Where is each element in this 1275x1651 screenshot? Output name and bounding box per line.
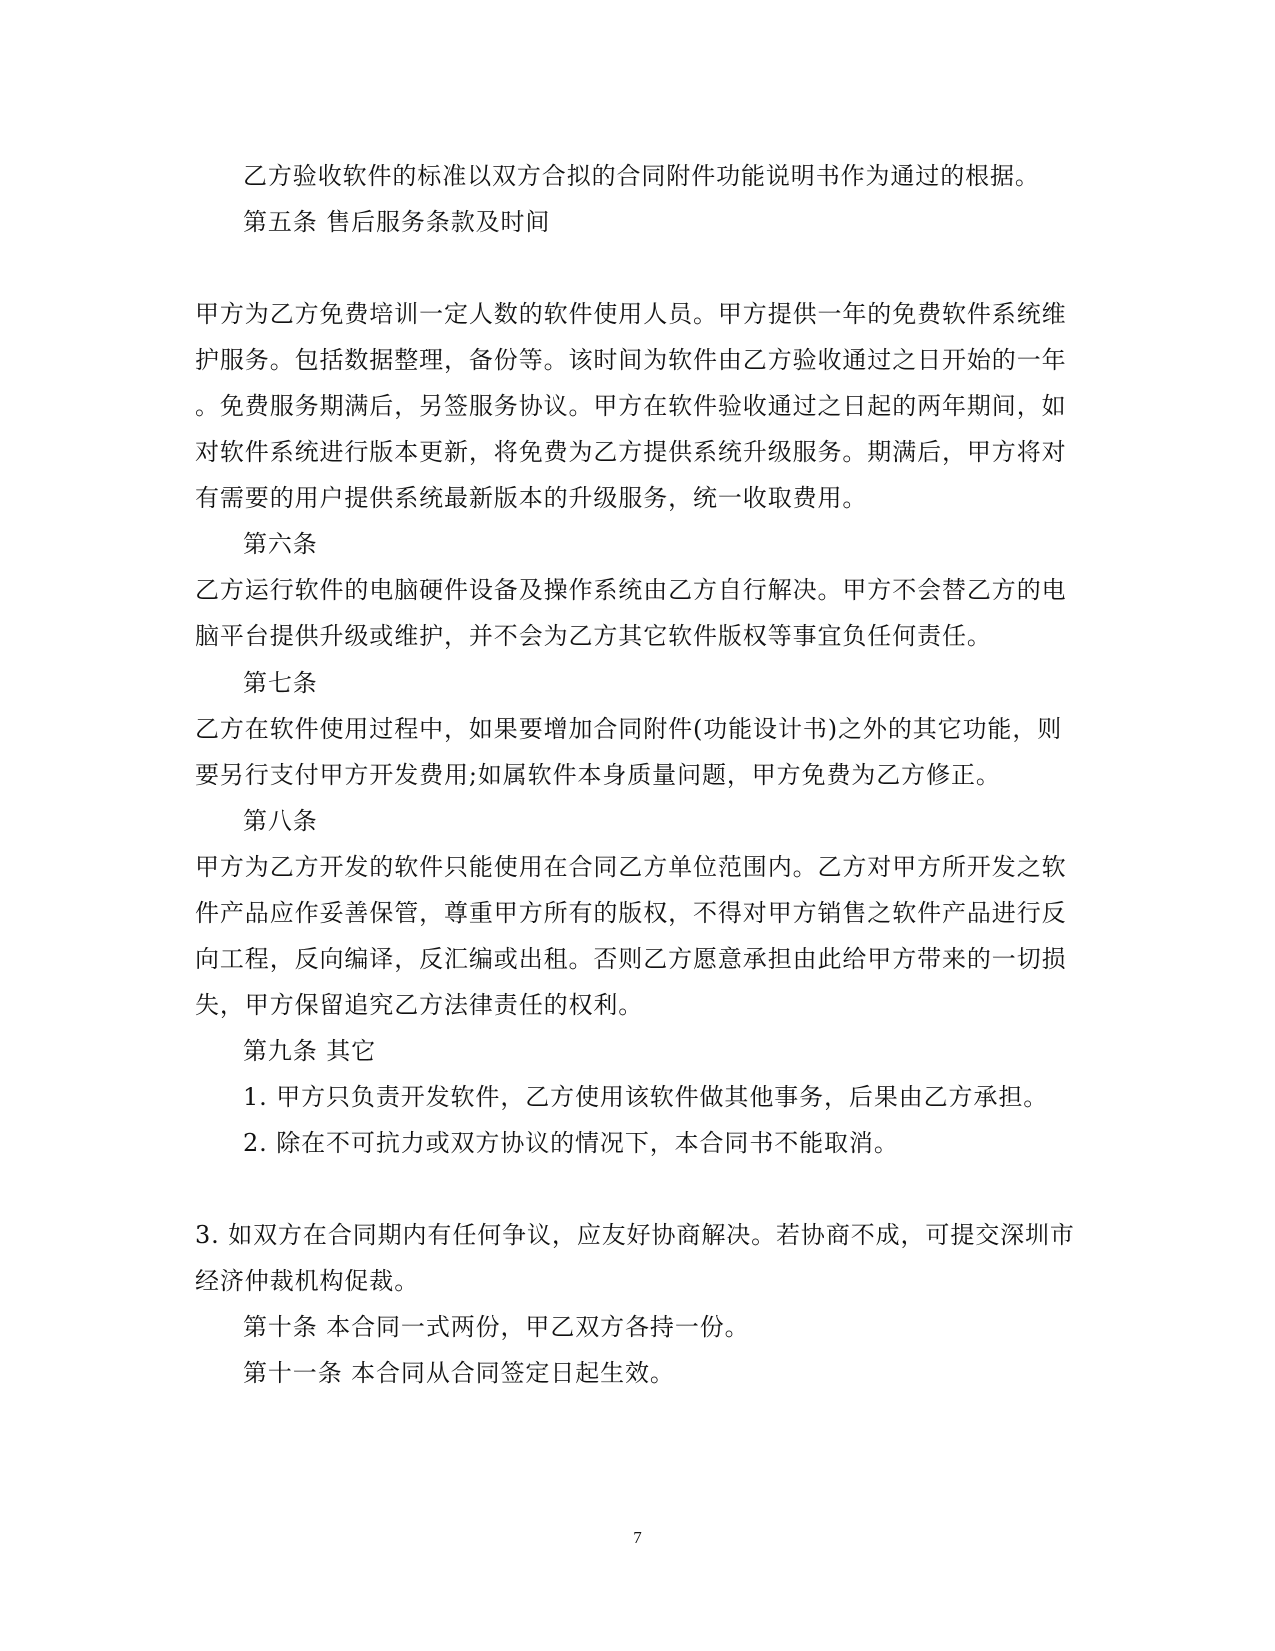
list-item: 3. 如双方在合同期内有任何争议，应友好协商解决。若协商不成，可提交深圳市 xyxy=(195,1221,1075,1249)
paragraph-line: 对软件系统进行版本更新，将免费为乙方提供系统升级服务。期满后，甲方将对 xyxy=(195,438,1067,466)
paragraph-line: 向工程，反向编译，反汇编或出租。否则乙方愿意承担由此给甲方带来的一切损 xyxy=(195,945,1067,973)
section-heading-5: 第五条 售后服务条款及时间 xyxy=(243,208,551,236)
section-heading-6: 第六条 xyxy=(243,530,318,558)
section-heading-7: 第七条 xyxy=(243,669,318,697)
paragraph-line: 失，甲方保留追究乙方法律责任的权利。 xyxy=(195,991,644,1019)
paragraph-line: 脑平台提供升级或维护，并不会为乙方其它软件版权等事宜负任何责任。 xyxy=(195,622,992,650)
paragraph-line: 要另行支付甲方开发费用;如属软件本身质量问题，甲方免费为乙方修正。 xyxy=(195,761,1001,789)
paragraph-line: 乙方在软件使用过程中，如果要增加合同附件(功能设计书)之外的其它功能，则 xyxy=(195,715,1063,743)
paragraph-line: 有需要的用户提供系统最新版本的升级服务，统一收取费用。 xyxy=(195,484,868,512)
paragraph-line: 乙方运行软件的电脑硬件设备及操作系统由乙方自行解决。甲方不会替乙方的电 xyxy=(195,576,1067,604)
section-heading-9: 第九条 其它 xyxy=(243,1037,377,1065)
page-number: 7 xyxy=(633,1528,642,1547)
list-item: 1. 甲方只负责开发软件，乙方使用该软件做其他事务，后果由乙方承担。 xyxy=(243,1083,1049,1111)
paragraph-line: 。免费服务期满后，另签服务协议。甲方在软件验收通过之日起的两年期间，如 xyxy=(195,392,1067,420)
paragraph-line: 件产品应作妥善保管，尊重甲方所有的版权，不得对甲方销售之软件产品进行反 xyxy=(195,899,1067,927)
paragraph-line: 护服务。包括数据整理，备份等。该时间为软件由乙方验收通过之日开始的一年 xyxy=(195,346,1067,374)
paragraph-line: 甲方为乙方免费培训一定人数的软件使用人员。甲方提供一年的免费软件系统维 xyxy=(195,300,1067,328)
section-heading-8: 第八条 xyxy=(243,807,318,835)
section-heading-11: 第十一条 本合同从合同签定日起生效。 xyxy=(243,1359,675,1387)
list-item-continuation: 经济仲裁机构促裁。 xyxy=(195,1267,420,1295)
list-item: 2. 除在不可抗力或双方协议的情况下，本合同书不能取消。 xyxy=(243,1129,899,1157)
paragraph-line: 甲方为乙方开发的软件只能使用在合同乙方单位范围内。乙方对甲方所开发之软 xyxy=(195,853,1067,881)
paragraph-line: 乙方验收软件的标准以双方合拟的合同附件功能说明书作为通过的根据。 xyxy=(243,162,1040,190)
section-heading-10: 第十条 本合同一式两份，甲乙双方各持一份。 xyxy=(243,1313,750,1341)
